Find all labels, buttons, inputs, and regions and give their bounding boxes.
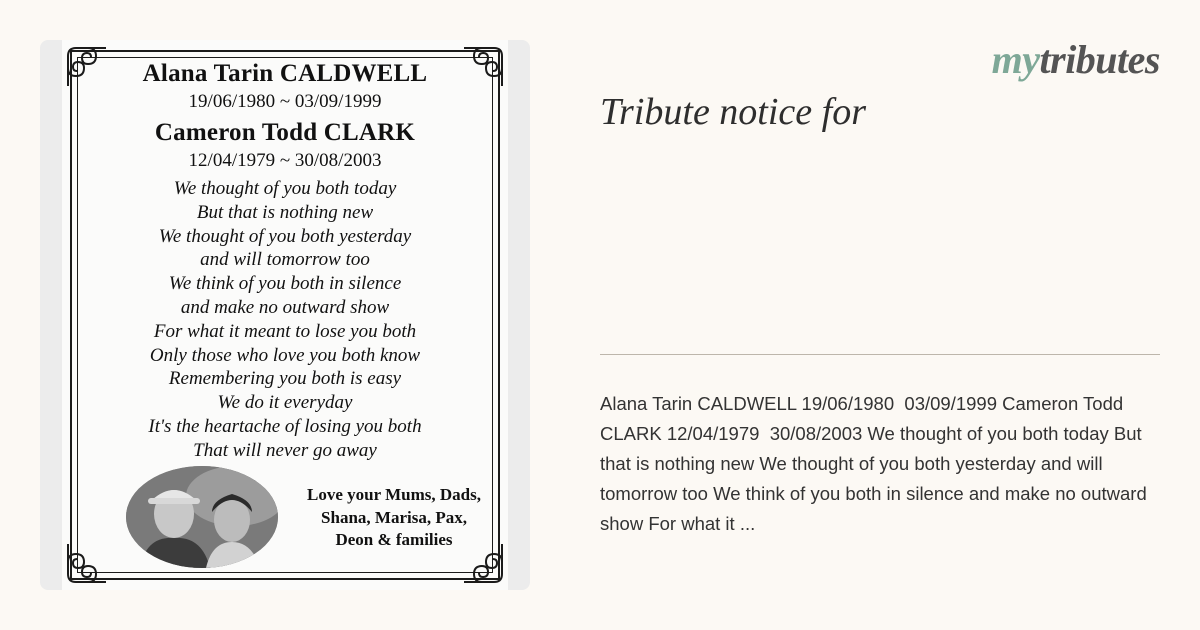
verse-line: and make no outward show [180,296,390,318]
verse-line: We thought of you both today [173,178,397,199]
section-divider [600,354,1160,355]
verse-line: That will never go away [193,439,377,461]
deceased-name-2: Cameron Todd CLARK [154,119,416,146]
notice-paper [62,40,508,590]
mytributes-logo[interactable] [992,36,1160,83]
signoff-line: Deon & families [335,530,453,549]
logo-my: my [991,37,1040,82]
verse-line: Only those who love you both know [149,344,421,366]
verse-line: It's the heartache of losing you both [148,415,422,437]
signoff-line: Shana, Marisa, Pax, [321,507,467,527]
verse-line: We thought of you both yesterday [158,225,412,247]
deceased-dates-1: 19/06/1980 ~ 03/09/1999 [188,91,382,112]
portrait-figures [126,466,278,568]
verse-line: We do it everyday [217,392,353,414]
deceased-name-1: Alana Tarin CALDWELL [142,60,428,87]
verse-line: But that is nothing new [196,201,374,223]
verse-line: and will tomorrow too [200,249,370,271]
logo-tributes: tributes [1039,37,1160,82]
notice-excerpt-text: Alana Tarin CALDWELL 19/06/1980 03/09/1999 Cameron Todd CLARK 12/04/1979 30/08/2003 We thought of you both today But that is nothing new We thought of you both yesterday and will tomorrow too We think of you both in silence and make no outward show For what it ... [600,393,1152,534]
verse-line: For what it meant to lose you both [153,320,417,342]
memorial-verse [62,177,508,463]
oval-portrait-photo [126,466,278,568]
family-signoff [294,484,494,552]
signoff-line: Love your Mums, Dads, [307,485,481,504]
page-title: Tribute notice for [600,91,866,133]
verse-line: We think of you both in silence [168,273,402,295]
tribute-notice-image[interactable] [40,40,530,590]
corner-flourish-icon [62,542,108,588]
deceased-dates-2: 12/04/1979 ~ 30/08/2003 [188,150,382,171]
verse-line: Remembering you both is easy [168,368,402,390]
